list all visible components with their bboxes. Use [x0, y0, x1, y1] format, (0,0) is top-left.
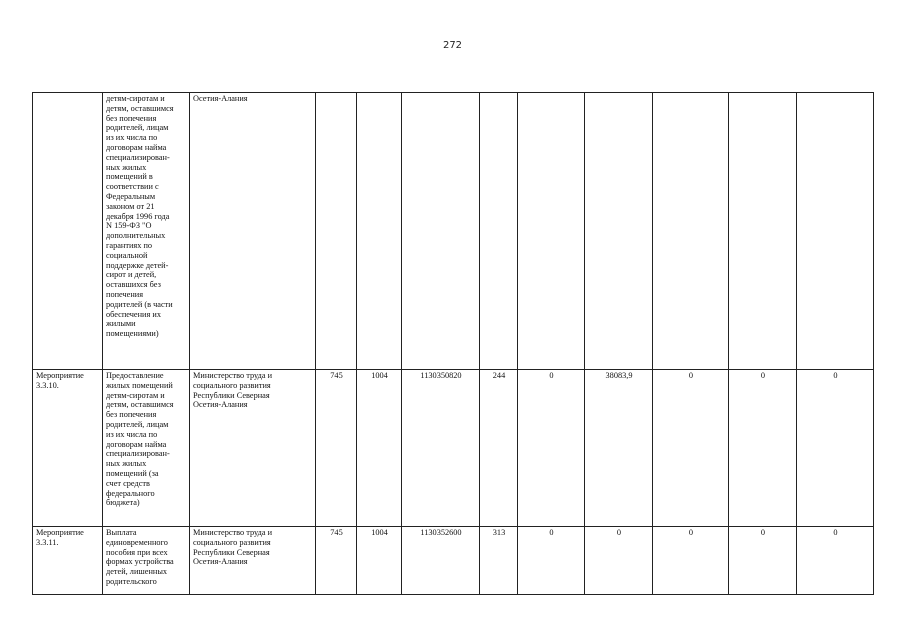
csr-cell — [402, 93, 480, 370]
measure-description: Выплата единовременного пособия при всех формах устройства детей, лишенных родительского — [103, 527, 190, 595]
value-cell-2: 0 — [585, 527, 653, 595]
value-cell-5: 0 — [797, 527, 874, 595]
measure-name: Мероприятие 3.3.10. — [33, 370, 103, 527]
rzpr-cell — [357, 93, 402, 370]
page-number: 272 — [442, 40, 463, 51]
value-cell-1 — [518, 93, 585, 370]
measure-executor: Министерство труда и социального развития Республики Северная Осетия-Алания — [190, 527, 316, 595]
value-cell-5: 0 — [797, 370, 874, 527]
table-row — [33, 370, 874, 527]
value-cell-2 — [585, 93, 653, 370]
value-cell-5 — [797, 93, 874, 370]
table-row — [33, 93, 874, 370]
measure-name — [33, 93, 103, 370]
value-cell-3: 0 — [653, 370, 729, 527]
table-row — [33, 527, 874, 595]
rzpr-cell: 1004 — [357, 370, 402, 527]
budget-table — [32, 92, 874, 595]
value-cell-3: 0 — [653, 527, 729, 595]
value-cell-4: 0 — [729, 370, 797, 527]
csr-cell: 1130350820 — [402, 370, 480, 527]
grbs-cell: 745 — [316, 370, 357, 527]
vr-cell: 244 — [480, 370, 518, 527]
value-cell-1: 0 — [518, 370, 585, 527]
measure-executor: Министерство труда и социального развития Республики Северная Осетия-Алания — [190, 370, 316, 527]
measure-name: Мероприятие 3.3.11. — [33, 527, 103, 595]
value-cell-4: 0 — [729, 527, 797, 595]
measure-executor: Осетия-Алания — [190, 93, 316, 370]
measure-description: Предоставление жилых помещений детям-сиротам и детям, оставшимся без попечения родителей, лицам из их числа по договорам найма специализирован- ных жилых помещений (за счет средств федерального бюджета) — [103, 370, 190, 527]
measure-description: детям-сиротам и детям, оставшимся без попечения родителей, лицам из их числа по договорам найма специализирован- ных жилых помещений в соответствии с Федеральным законом от 21 декабря 1996 года N 159-ФЗ "О дополнительных гарантиях по социальной поддержке детей- сирот и детей, оставшихся без попечения родителей (в части обеспечения их жилыми помещениями) — [103, 93, 190, 370]
csr-cell: 1130352600 — [402, 527, 480, 595]
vr-cell: 313 — [480, 527, 518, 595]
vr-cell — [480, 93, 518, 370]
grbs-cell — [316, 93, 357, 370]
value-cell-1: 0 — [518, 527, 585, 595]
grbs-cell: 745 — [316, 527, 357, 595]
value-cell-4 — [729, 93, 797, 370]
value-cell-3 — [653, 93, 729, 370]
value-cell-2: 38083,9 — [585, 370, 653, 527]
rzpr-cell: 1004 — [357, 527, 402, 595]
